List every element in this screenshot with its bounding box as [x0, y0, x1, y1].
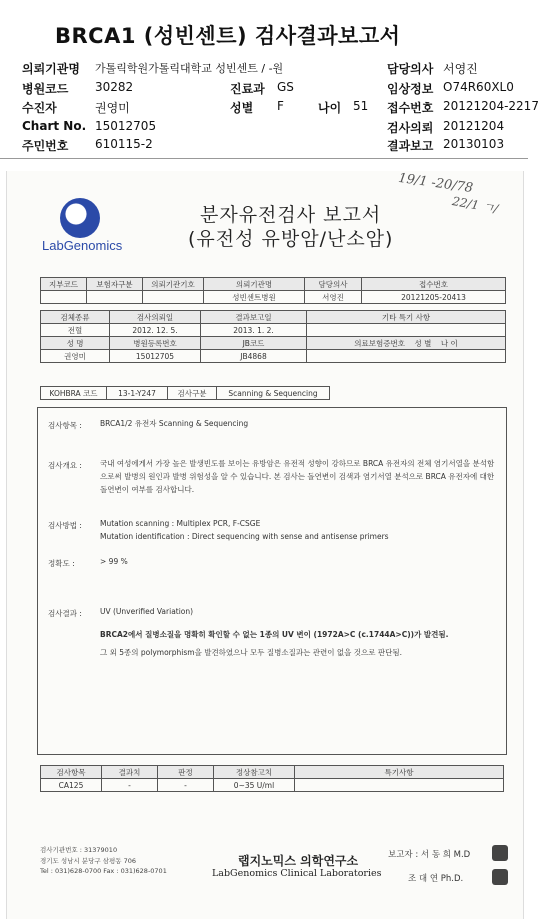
grid-cell: 2013. 1. 2. [201, 324, 307, 337]
grid-cell: KOHBRA 코드 [41, 387, 107, 400]
page-title: BRCA1 (성빈센트) 검사결과보고서 [55, 24, 401, 48]
grid-cell: 성 명 [41, 337, 110, 350]
grid-cell: 서영진 [305, 291, 362, 304]
table-cell: CA125 [41, 779, 102, 792]
grid-cell: 20121205-20413 [362, 291, 506, 304]
grid-cell [307, 350, 506, 363]
kohbra-row [40, 386, 330, 400]
receipt-label: 접수번호 [387, 101, 434, 115]
table-header: 검사항목 [41, 766, 102, 779]
grid-cell: 2012. 12. 5. [110, 324, 201, 337]
grid-cell: 검사의뢰일 [110, 311, 201, 324]
sex-value: F [277, 99, 284, 113]
signature-1: 보고자 : 서 동 희 M.D [388, 850, 471, 860]
dept-label: 진료과 [230, 82, 265, 96]
req-label: 검사의뢰 [387, 121, 434, 135]
table-cell: - [102, 779, 158, 792]
table-row [41, 779, 504, 792]
receipt-value: 20121204-2217 [443, 99, 539, 113]
divider [0, 158, 528, 159]
grid-cell: JB코드 [201, 337, 307, 350]
grid-cell: 전혈 [41, 324, 110, 337]
sex-label: 성별 [230, 101, 254, 115]
method-1: Mutation scanning : Multiplex PCR, F-CSGE [100, 519, 261, 528]
grid-cell: 성빈센트병원 [204, 291, 305, 304]
grid-cell: 검체종류 [41, 311, 110, 324]
table-header: 정상참고치 [214, 766, 295, 779]
labgenomics-logo-icon [60, 198, 100, 238]
report-title: 분자유전검사 보고서 [200, 204, 382, 226]
method-2: Mutation identification : Direct sequencing with sense and antisense primers [100, 532, 389, 541]
grid-cell: 보험자구분 [87, 278, 143, 291]
reporter-value: 서영진 [443, 62, 478, 76]
stamp-icon [492, 869, 508, 885]
grid-cell: 권영미 [41, 350, 110, 363]
grid-cell [143, 291, 204, 304]
rrn-label: 주민번호 [22, 139, 69, 153]
accuracy-label: 정확도 : [48, 559, 75, 568]
grid-cell: 담당의사 [305, 278, 362, 291]
chart-label: Chart No. [22, 119, 87, 133]
grid-cell [307, 337, 506, 350]
grid-cell: 결과보고일 [201, 311, 307, 324]
patient-value: 권영미 [95, 101, 130, 115]
handwritten-note: 19/1 -20/78 [397, 170, 474, 197]
grid-cell: 의뢰기관명 [204, 278, 305, 291]
grid-cell-text: 성 별 [414, 338, 432, 348]
table-cell: - [158, 779, 214, 792]
lab-name-english: LabGenomics Clinical Laboratories [212, 868, 382, 879]
handwritten-note-2: 22/1 ㄱ/ [451, 194, 500, 216]
grid-cell [41, 291, 87, 304]
stamp-icon [492, 845, 508, 861]
summary-value: 국내 여성에게서 가장 높은 발생빈도를 보이는 유방암은 유전적 성향이 강하므로 BRCA 유전자의 전체 염기서열을 분석함으로써 발병의 원인과 발병 위험성을 알 수 있습니다. 본 검사는 돌연변이 검색과 염기서열 분석으로 BRCA 유전자에 대한 돌연변이 여부를 검사합니다. [100, 459, 495, 494]
grid-cell-text: 의료보험증번호 [354, 338, 405, 348]
grid-cell [87, 291, 143, 304]
reporter-label: 담당의사 [387, 62, 434, 76]
grid-cell [307, 324, 506, 337]
order-org-value: 가톨릭학원가톨릭대학교 성빈센트 / -원 [95, 62, 284, 75]
grid-cell: 의뢰기관기호 [143, 278, 204, 291]
grid-cell: 병원등록번호 [110, 337, 201, 350]
summary-label: 검사개요 : [48, 461, 82, 470]
grid-cell: 검사구분 [168, 387, 217, 400]
ca125-table [40, 765, 504, 792]
logo-text: LabGenomics [42, 238, 123, 253]
grid-cell-text: 나 이 [440, 338, 458, 348]
dept-value: GS [277, 80, 294, 94]
info-grid-mid [40, 310, 506, 363]
table-header: 결과치 [102, 766, 158, 779]
accuracy-value: > 99 % [100, 557, 128, 566]
table-cell [295, 779, 504, 792]
result-value: 20130103 [443, 137, 505, 151]
grid-cell: 13-1-Y247 [107, 387, 168, 400]
req-value: 20121204 [443, 119, 505, 133]
clinical-label: 임상정보 [387, 82, 434, 96]
test-result-label: 검사결과 : [48, 609, 82, 618]
table-header: 판정 [158, 766, 214, 779]
lab-name-korean: 랩지노믹스 의학연구소 [238, 854, 359, 868]
order-org-label: 의뢰기관명 [22, 62, 80, 76]
method-label: 검사방법 : [48, 521, 82, 530]
footer-line-1: 검사기관번호 : 31379010 [40, 846, 118, 854]
rrn-value: 610115-2 [95, 137, 153, 151]
grid-cell: JB4868 [201, 350, 307, 363]
info-grid-top [40, 277, 506, 304]
hosp-code-value: 30282 [95, 80, 134, 94]
test-result-3: 그 외 5종의 polymorphism을 발견하였으나 모두 질병소질과는 관련이 없을 것으로 판단됨. [100, 648, 403, 657]
grid-cell: Scanning & Sequencing [217, 387, 330, 400]
clinical-value: O74R60XL0 [443, 80, 514, 94]
item-value: BRCA1/2 유전자 Scanning & Sequencing [100, 419, 249, 428]
hosp-code-label: 병원코드 [22, 82, 69, 96]
chart-value: 15012705 [95, 119, 157, 133]
age-label: 나이 [318, 101, 342, 115]
signature-2: 조 대 연 Ph.D. [408, 874, 464, 884]
patient-label: 수진자 [22, 101, 57, 115]
grid-cell: 15012705 [110, 350, 201, 363]
grid-cell: 기타 특기 사항 [307, 311, 506, 324]
grid-cell: 접수번호 [362, 278, 506, 291]
grid-cell: 지부코드 [41, 278, 87, 291]
test-result-2: BRCA2에서 질병소질을 명확히 확인할 수 없는 1종의 UV 변이 (1972A>C (c.1744A>C))가 발견됨. [100, 630, 449, 639]
report-subtitle: (유전성 유방암/난소암) [188, 228, 394, 250]
test-result-1: UV (Unverified Variation) [100, 607, 194, 616]
footer-line-2: 경기도 성남시 분당구 삼평동 706 [40, 857, 137, 865]
footer-line-3: Tel : 031)628-0700 Fax : 031)628-0701 [40, 867, 167, 875]
result-label: 결과보고 [387, 139, 434, 153]
table-header: 특기사항 [295, 766, 504, 779]
table-cell: 0~35 U/ml [214, 779, 295, 792]
age-value: 51 [353, 99, 369, 113]
item-label: 검사항목 : [48, 421, 82, 430]
